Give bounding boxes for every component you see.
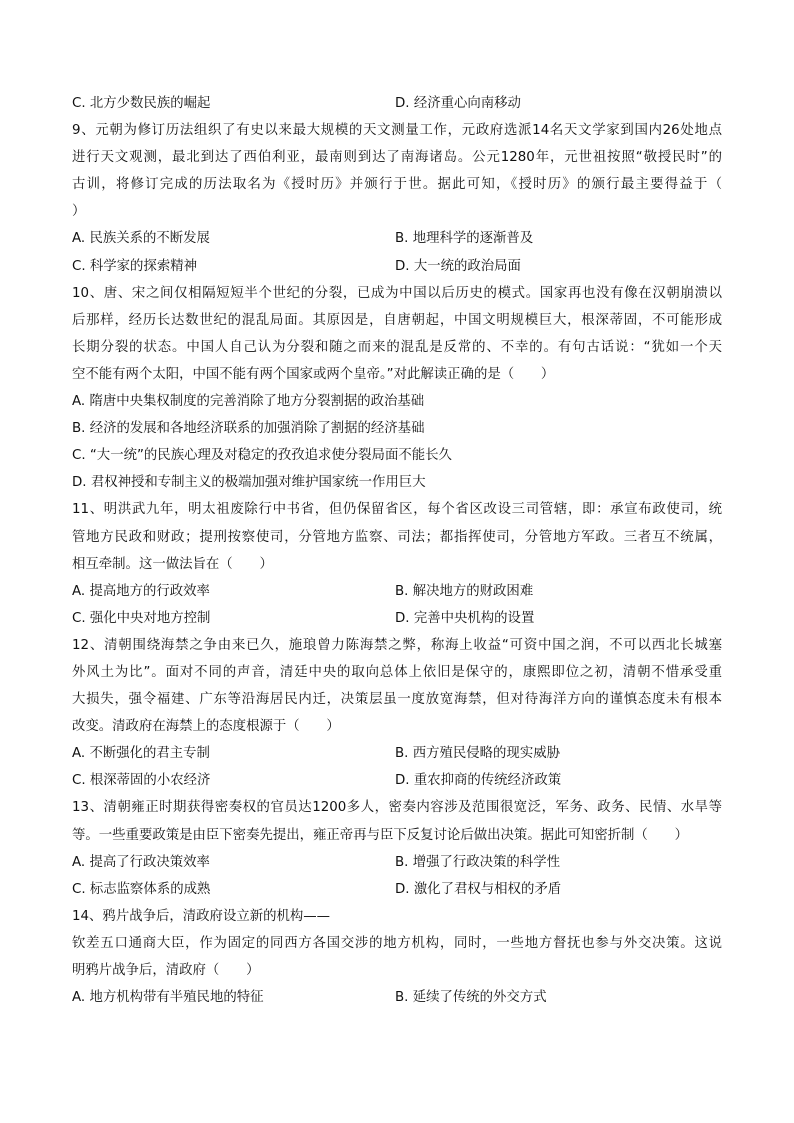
question-10	[72, 280, 722, 497]
q12-option-b[interactable]: B. 西方殖民侵略的现实威胁	[395, 746, 560, 762]
q12-option-a[interactable]: A. 不断强化的君主专制	[72, 746, 210, 762]
question-11	[72, 496, 722, 631]
question-9	[72, 117, 722, 280]
q13-option-c[interactable]: C. 标志监察体系的成熟	[72, 881, 211, 897]
q11-option-a[interactable]: A. 提高地方的行政效率	[72, 583, 210, 599]
q13-options-row	[72, 849, 722, 876]
q13-option-a[interactable]: A. 提高了行政决策效率	[72, 854, 210, 870]
q10-stem-line: 后那样，经历长达数世纪的混乱局面。其原因是，自唐朝起，中国文明规模巨大，根深蒂固，不可能形成	[72, 312, 722, 328]
q10-stem-line: 空不能有两个太阳，中国不能有两个国家或两个皇帝。”对此解读正确的是（ ）	[72, 366, 555, 382]
q9-stem-line: 9、元朝为修订历法组织了有史以来最大规模的天文测量工作，元政府选派14名天文学家到国内26处地点	[72, 123, 722, 139]
q9-option-d[interactable]: D. 大一统的政治局面	[395, 258, 521, 274]
q13-option-d[interactable]: D. 激化了君权与相权的矛盾	[395, 881, 562, 897]
q9-stem-line: 进行天文观测，最北到达了西伯利亚，最南则到达了南海诸岛。公元1280年，元世祖按照“敬授民时”的	[72, 150, 722, 166]
q8-options-row	[72, 90, 722, 117]
q11-option-d[interactable]: D. 完善中央机构的设置	[395, 610, 535, 626]
q10-stem-line: 长期分裂的状态。中国人自己认为分裂和随之而来的混乱是反常的、不幸的。有句古话说：“犹如一个天	[72, 339, 722, 355]
q11-stem-line: 相互牵制。这一做法旨在（ ）	[72, 556, 273, 572]
q9-option-b[interactable]: B. 地理科学的逐渐普及	[395, 231, 534, 247]
q10-option-a[interactable]: A. 隋唐中央集权制度的完善消除了地方分裂割据的政治基础	[72, 394, 425, 410]
q9-options-row	[72, 253, 722, 280]
q8-option-d[interactable]: D. 经济重心向南移动	[395, 96, 521, 111]
question-14	[72, 903, 722, 1011]
q9-stem-line: ）	[72, 204, 86, 220]
q8-option-c[interactable]: C. 北方少数民族的崛起	[72, 96, 211, 111]
q10-option-b[interactable]: B. 经济的发展和各地经济联系的加强消除了割据的经济基础	[72, 421, 425, 437]
q12-stem-line: 大损失，强令福建、广东等沿海居民内迁，决策层虽一度放宽海禁，但对待海洋方向的谨慎态度未有根本	[72, 692, 722, 708]
question-13	[72, 794, 722, 902]
q13-stem-line: 13、清朝雍正时期获得密奏权的官员达1200多人，密奏内容涉及范围很宽泛，军务、政务、民情、水旱等	[72, 800, 722, 816]
q13-stem-line: 等。一些重要政策是由臣下密奏先提出，雍正帝再与臣下反复讨论后做出决策。据此可知密折制（ ）	[72, 827, 688, 843]
q11-options-row	[72, 578, 722, 605]
q10-option-c[interactable]: C. “大一统”的民族心理及对稳定的孜孜追求使分裂局面不能长久	[72, 448, 452, 464]
q12-stem-line: 改变。清政府在海禁上的态度根源于（ ）	[72, 719, 340, 735]
q12-stem-line: 12、清朝围绕海禁之争由来已久，施琅曾力陈海禁之弊，称海上收益“可资中国之润，不可以西北长城塞	[72, 637, 722, 653]
q14-option-b[interactable]: B. 延续了传统的外交方式	[395, 990, 547, 1006]
q10-stem-line: 10、唐、宋之间仅相隔短短半个世纪的分裂，已成为中国以后历史的模式。国家再也没有像在汉朝崩溃以	[72, 285, 722, 301]
q11-stem-line: 管地方民政和财政；提刑按察使司，分管地方监察、司法；都指挥使司，分管地方军政。三者互不统属，	[72, 529, 722, 545]
q9-options-row	[72, 225, 722, 252]
q10-option-d[interactable]: D. 君权神授和专制主义的极端加强对维护国家统一作用巨大	[72, 475, 426, 491]
q11-option-b[interactable]: B. 解决地方的财政困难	[395, 583, 534, 599]
q11-option-c[interactable]: C. 强化中央对地方控制	[72, 610, 211, 626]
q11-stem-line: 11、明洪武九年，明太祖废除行中书省，但仍保留省区，每个省区改设三司管辖，即：承宣布政使司，统	[72, 502, 722, 518]
q9-option-c[interactable]: C. 科学家的探索精神	[72, 258, 197, 274]
q11-options-row	[72, 605, 722, 632]
q12-option-d[interactable]: D. 重农抑商的传统经济政策	[395, 773, 562, 789]
q13-options-row	[72, 876, 722, 903]
question-12	[72, 632, 722, 795]
q14-option-a[interactable]: A. 地方机构带有半殖民地的特征	[72, 990, 264, 1006]
q12-options-row	[72, 767, 722, 794]
q9-option-a[interactable]: A. 民族关系的不断发展	[72, 231, 210, 247]
q12-stem-line: 外风土为比”。面对不同的声音，清廷中央的取向总体上依旧是保守的，康熙即位之初，清朝不惜承受重	[72, 664, 722, 680]
q14-stem-line: 14、鸦片战争后，清政府设立新的机构——	[72, 908, 331, 924]
exam-page	[72, 90, 722, 1011]
q14-options-row	[72, 984, 722, 1011]
q9-stem-line: 古训，将修订完成的历法取名为《授时历》并颁行于世。据此可知，《授时历》的颁行最主要得益于（	[72, 177, 722, 193]
q12-options-row	[72, 740, 722, 767]
q14-stem-line: 钦差五口通商大臣，作为固定的同西方各国交涉的地方机构，同时，一些地方督抚也参与外交决策。这说	[72, 935, 722, 951]
q13-option-b[interactable]: B. 增强了行政决策的科学性	[395, 854, 560, 870]
q12-option-c[interactable]: C. 根深蒂固的小农经济	[72, 773, 211, 789]
q14-stem-line: 明鸦片战争后，清政府（ ）	[72, 963, 260, 978]
